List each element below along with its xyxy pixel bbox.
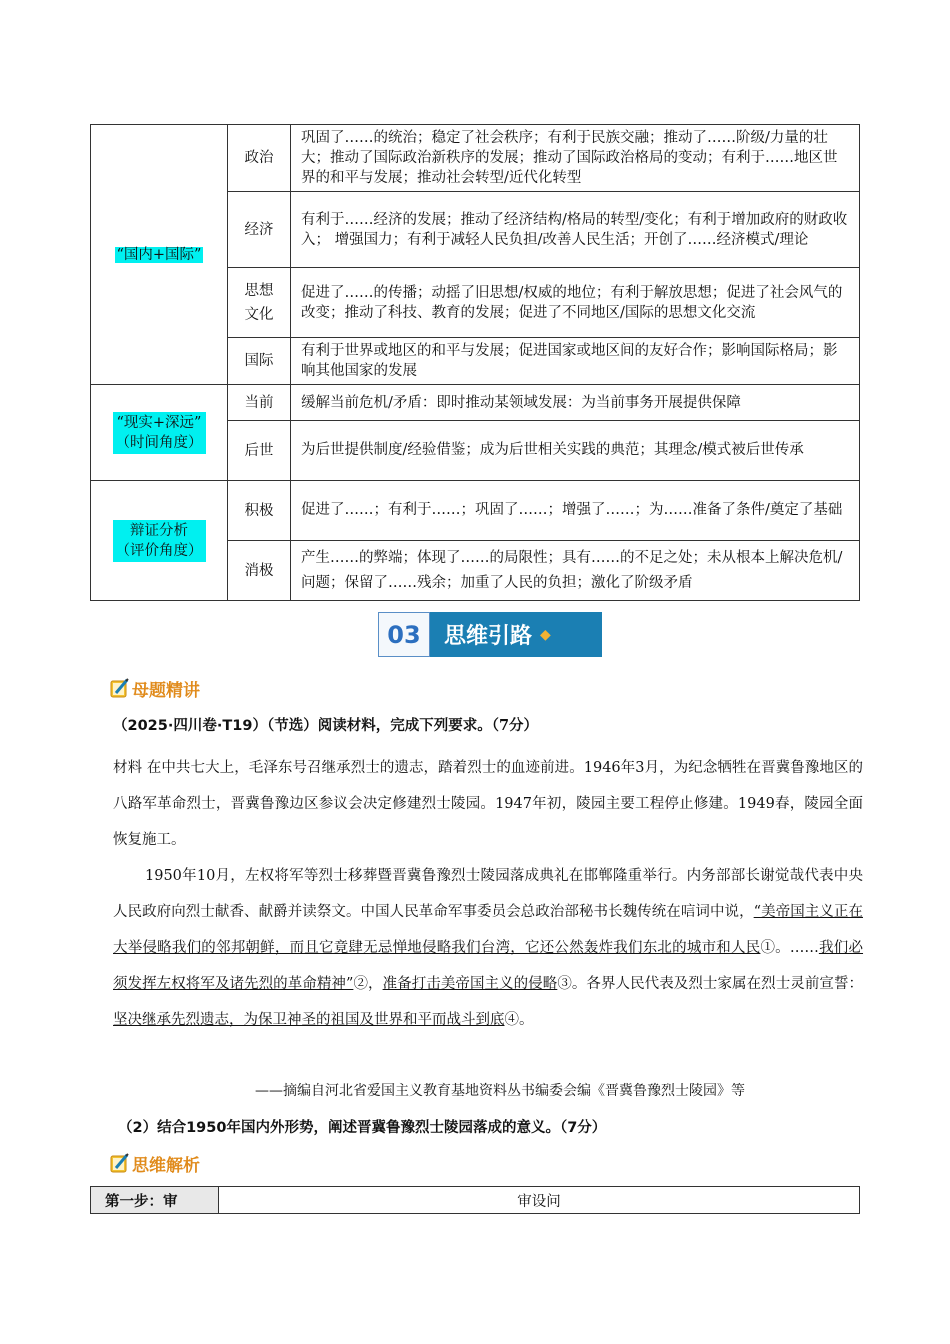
step-value: 审设问 bbox=[219, 1187, 860, 1214]
table-row bbox=[91, 481, 860, 541]
description-cell: 巩固了……的统治；稳定了社会秩序；有利于民族交融；推动了……阶级/力量的壮大；推动了国际政治新秩序的发展；推动了国际政治格局的变动；有利于……地区世界的和平与发展；推动社会转型/近代化转型 bbox=[291, 125, 860, 192]
description-cell: 有利于世界或地区的和平与发展；促进国家或地区间的友好合作；影响国际格局；影响其他国家的发展 bbox=[291, 338, 860, 385]
table-row bbox=[91, 1187, 860, 1214]
significance-table bbox=[90, 124, 860, 601]
sub-question: （2）结合1950年国内外形势，阐述晋冀鲁豫烈士陵园落成的意义。（7分） bbox=[118, 1120, 607, 1136]
question-source: （2025·四川卷·T19） bbox=[113, 718, 267, 734]
section-heading-analysis bbox=[110, 1151, 200, 1175]
sub-label: 思想文化 bbox=[228, 268, 291, 338]
banner-title: 思维引路 ◆ bbox=[430, 612, 602, 657]
material-source: ——摘编自河北省爱国主义教育基地资料丛书编委会编《晋冀鲁豫烈士陵园》等 bbox=[255, 1083, 745, 1099]
sub-label: 消极 bbox=[228, 541, 291, 601]
category-label: “现实+深远” （时间角度） bbox=[113, 412, 206, 454]
diamond-icon: ◆ bbox=[540, 626, 551, 643]
description-cell: 为后世提供制度/经验借鉴；成为后世相关实践的典范；其理念/模式被后世传承 bbox=[291, 421, 860, 481]
question-instruction: （节选）阅读材料，完成下列要求。（7分） bbox=[266, 717, 539, 734]
description-cell: 有利于……经济的发展；推动了经济结构/格局的转型/变化；有利于增加政府的财政收入； 增强国力；有利于减轻人民负担/改善人民生活；开创了……经济模式/理论 bbox=[291, 192, 860, 268]
banner-number: 03 bbox=[378, 612, 430, 657]
step-table bbox=[90, 1186, 860, 1214]
notebook-pencil-icon bbox=[110, 678, 130, 698]
description-cell: 缓解当前危机/矛盾：即时推动某领域发展：为当前事务开展提供保障 bbox=[291, 385, 860, 421]
sub-label: 经济 bbox=[228, 192, 291, 268]
material-paragraph: 1950年10月，左权将军等烈士移葬暨晋冀鲁豫烈士陵园落成典礼在邯郸隆重举行。内务部部长谢觉哉代表中央人民政府向烈士献香、献爵并读祭文。中国人民革命军事委员会总政治部秘书长魏传统在唁词中说，“美帝国主义正在大举侵略我们的邻邦朝鲜，而且它竟肆无忌惮地侵略我们台湾，它还公然轰炸我们东北的城市和人民①。……我们必须发挥左权将军及诸先烈的革命精神”②，准备打击美帝国主义的侵略③。各界人民代表及烈士家属在烈士灵前宣誓：坚决继承先烈遗志，为保卫神圣的祖国及世界和平而战斗到底④。 bbox=[113, 868, 864, 1028]
material-paragraph: 材料 在中共七大上，毛泽东号召继承烈士的遗志，踏着烈士的血迹前进。1946年3月，为纪念牺牲在晋冀鲁豫地区的八路军革命烈士，晋冀鲁豫边区参议会决定修建烈士陵园。1947年初，陵园主要工程停止修建。1949春，陵园全面恢复施工。 bbox=[113, 760, 863, 848]
material-text bbox=[113, 750, 863, 1038]
table-row bbox=[91, 125, 860, 192]
section-heading-mother-question bbox=[110, 676, 200, 700]
description-cell: 促进了……的传播；动摇了旧思想/权威的地位；有利于解放思想；促进了社会风气的改变；推动了科技、教育的发展；促进了不同地区/国际的思想文化交流 bbox=[291, 268, 860, 338]
description-cell: 产生……的弊端；体现了……的局限性；具有……的不足之处；未从根本上解决危机/问题；保留了……残余；加重了人民的负担；激化了阶级矛盾 bbox=[291, 541, 860, 601]
question-intro bbox=[113, 714, 863, 735]
table-row bbox=[91, 385, 860, 421]
step-label: 第一步：审 bbox=[91, 1187, 219, 1214]
section-banner bbox=[378, 612, 602, 657]
notebook-pencil-icon bbox=[110, 1153, 130, 1173]
description-cell: 促进了……；有利于……；巩固了……；增强了……；为……准备了条件/奠定了基础 bbox=[291, 481, 860, 541]
sub-label: 政治 bbox=[228, 125, 291, 192]
sub-label: 当前 bbox=[228, 385, 291, 421]
section-title: 母题精讲 bbox=[132, 680, 200, 701]
category-time-angle bbox=[91, 385, 228, 481]
sub-label: 积极 bbox=[228, 481, 291, 541]
section-title: 思维解析 bbox=[132, 1155, 200, 1176]
category-evaluation-angle bbox=[91, 481, 228, 601]
category-label: “国内+国际” bbox=[116, 246, 202, 263]
category-domestic-international bbox=[91, 125, 228, 385]
sub-label: 国际 bbox=[228, 338, 291, 385]
sub-label: 后世 bbox=[228, 421, 291, 481]
category-label: 辩证分析 （评价角度） bbox=[113, 520, 206, 562]
